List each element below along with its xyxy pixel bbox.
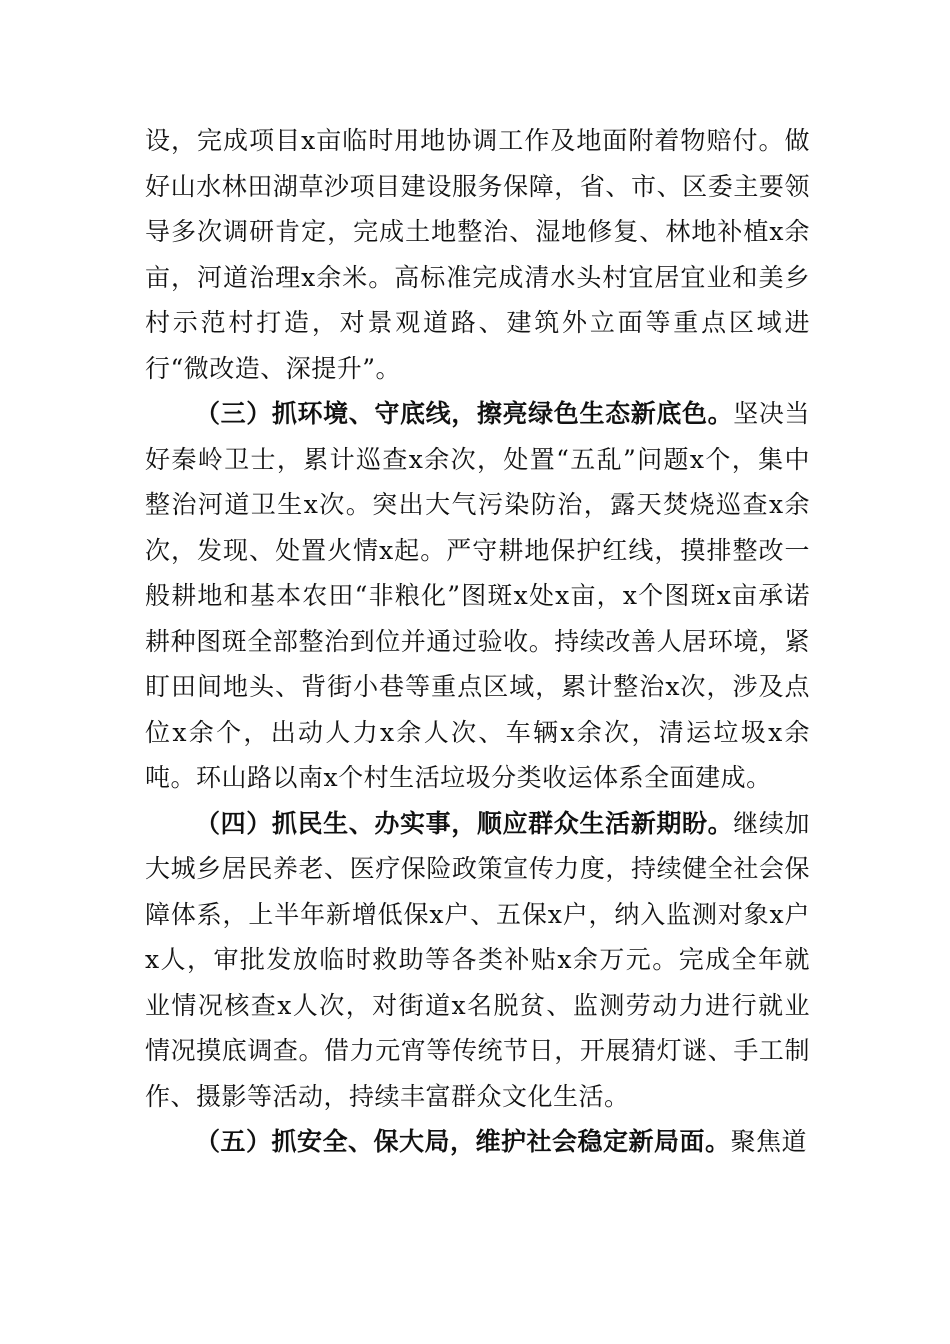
document-body xyxy=(145,118,810,1165)
paragraph-body: 聚焦道 xyxy=(730,1127,808,1156)
paragraph-safety xyxy=(145,1119,810,1165)
paragraph-heading: （五）抓安全、保大局，维护社会稳定新局面。 xyxy=(195,1127,731,1156)
paragraph-heading: （三）抓环境、守底线，擦亮绿色生态新底色。 xyxy=(195,399,734,428)
paragraph-heading: （四）抓民生、办实事，顺应群众生活新期盼。 xyxy=(195,808,734,838)
paragraph-livelihood xyxy=(145,801,810,1120)
paragraph-continuation xyxy=(145,118,810,391)
paragraph-body: 设，完成项目x亩临时用地协调工作及地面附着物赔付。做好山水林田湖草沙项目建设服务保障，省、市、区委主要领导多次调研肯定，完成土地整治、湿地修复、林地补植x余亩，河道治理x余米。高标准完成清水头村宜居宜业和美乡村示范村打造，对景观道路、建筑外立面等重点区域进行“微改造、深提升”。 xyxy=(145,126,810,383)
paragraph-body: 继续加大城乡居民养老、医疗保险政策宣传力度，持续健全社会保障体系，上半年新增低保x户、五保x户，纳入监测对象x户x人，审批发放临时救助等各类补贴x余万元。完成全年就业情况核查x人次，对街道x名脱贫、监测劳动力进行就业情况摸底调查。借力元宵等传统节日，开展猜灯谜、手工制作、摄影等活动，持续丰富群众文化生活。 xyxy=(145,808,810,1111)
paragraph-body: 坚决当好秦岭卫士，累计巡查x余次，处置“五乱”问题x个，集中整治河道卫生x次。突出大气污染防治，露天焚烧巡查x余次，发现、处置火情x起。严守耕地保护红线，摸排整改一般耕地和基本农田“非粮化”图斑x处x亩，x个图斑x亩承诺耕种图斑全部整治到位并通过验收。持续改善人居环境，紧盯田间地头、背街小巷等重点区域，累计整治x次，涉及点位x余个，出动人力x余人次、车辆x余次，清运垃圾x余吨。环山路以南x个村生活垃圾分类收运体系全面建成。 xyxy=(145,399,810,792)
paragraph-environment xyxy=(145,391,810,801)
